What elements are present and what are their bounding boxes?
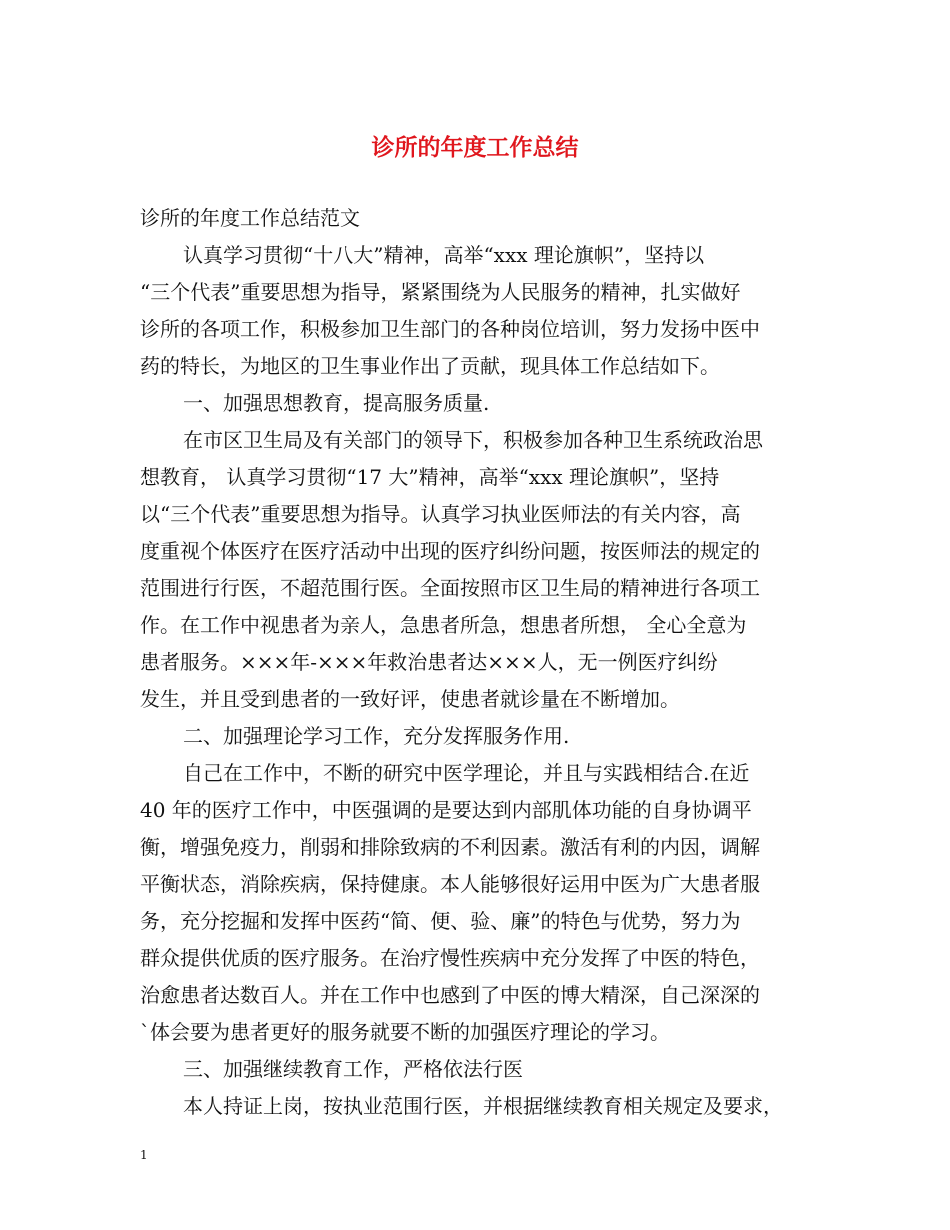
text-line: 在市区卫生局及有关部门的领导下，积极参加各种卫生系统政治思 [183,428,763,452]
text-line: 群众提供优质的医疗服务。在治疗慢性疾病中充分发挥了中医的特色， [140,946,760,970]
text-line: 衡，增强免疫力，削弱和排除致病的不利因素。激活有利的内因，调解 [140,835,760,859]
text-line: `体会要为患者更好的服务就要不断的加强医疗理论的学习。 [140,1020,670,1044]
text-line: 作。在工作中视患者为亲人，急患者所急，想患者所想， 全心全意为 [140,613,747,637]
text-line: 自己在工作中，不断的研究中医学理论，并且与实践相结合.在近 [183,761,750,785]
text-line: 40 年的医疗工作中，中医强调的是要达到内部肌体功能的自身协调平 [140,798,752,822]
text-line: 诊所的年度工作总结范文 [140,206,360,230]
section-heading: 二、加强理论学习工作，充分发挥服务作用. [183,724,570,748]
text-line: 想教育， 认真学习贯彻“17 大”精神，高举“xxx 理论旗帜”，坚持 [140,465,720,489]
text-line: 务，充分挖掘和发挥中医药“简、便、验、廉”的特色与优势，努力为 [140,909,741,933]
section-heading: 三、加强继续教育工作，严格依法行医 [183,1057,523,1081]
text-line: 范围进行行医，不超范围行医。全面按照市区卫生局的精神进行各项工 [140,576,760,600]
text-line: 治愈患者达数百人。并在工作中也感到了中医的博大精深，自己深深的 [140,983,760,1007]
text-line: 度重视个体医疗在医疗活动中出现的医疗纠纷问题，按医师法的规定的 [140,539,760,563]
text-line: 药的特长，为地区的卫生事业作出了贡献，现具体工作总结如下。 [140,354,720,378]
document-body [140,200,825,1125]
text-line: 诊所的各项工作，积极参加卫生部门的各种岗位培训，努力发扬中医中 [140,317,760,341]
text-line: 发生，并且受到患者的一致好评，使患者就诊量在不断增加。 [140,687,680,711]
text-line: 患者服务。×××年-×××年救治患者达×××人，无一例医疗纠纷 [140,650,718,674]
section-heading: 一、加强思想教育，提高服务质量. [183,391,490,415]
document-title: 诊所的年度工作总结 [371,135,579,161]
text-line: 以“三个代表”重要思想为指导。认真学习执业医师法的有关内容，高 [140,502,741,526]
text-line: “三个代表”重要思想为指导，紧紧围绕为人民服务的精神，扎实做好 [140,280,741,304]
text-line: 平衡状态，消除疾病，保持健康。本人能够很好运用中医为广大患者服 [140,872,760,896]
text-line: 本人持证上岗，按执业范围行医，并根据继续教育相关规定及要求， [183,1094,783,1118]
text-line: 认真学习贯彻“十八大”精神，高举“xxx 理论旗帜”，坚持以 [183,243,705,267]
page-number: 1 [140,1148,148,1162]
